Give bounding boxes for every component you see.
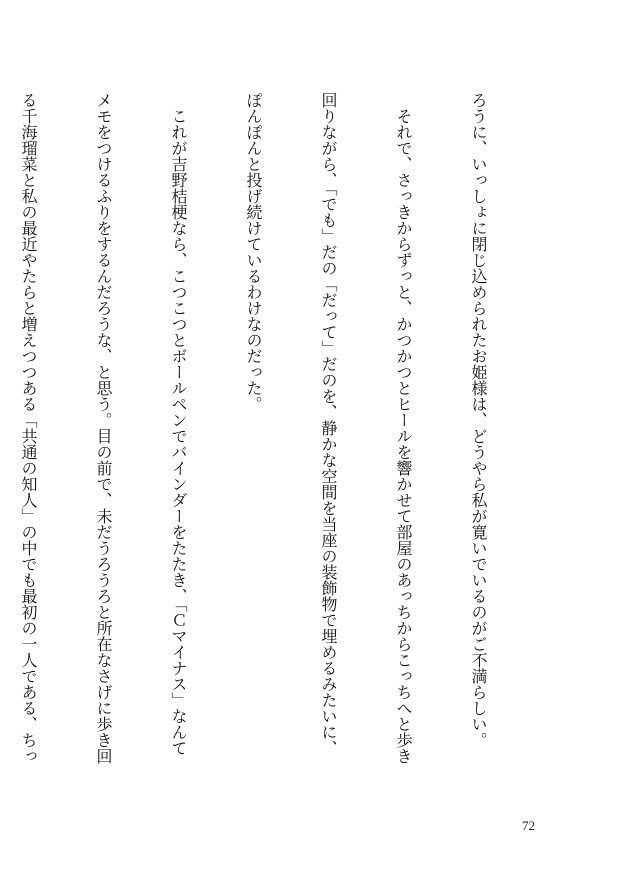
text-line: ろうに、いっしょに閉じ込められたお姫様は、どうやら私が寛いでいるのがご不満らしい。 <box>469 92 488 748</box>
text-line: 回りながら、「でも」だの「だって」だのを、静かな空間を当座の装飾物で埋めるみたいに、 <box>319 92 338 756</box>
text-line: それで、さっきからずっと、かつかつとヒールを響かせて部屋のあっちからこっちへと歩き <box>394 92 413 764</box>
text-line: る千海瑠菜と私の最近やたらと増えつつある「共通の知人」の中でも最初の一人である、ちっ <box>19 92 38 764</box>
text-line: これが吉野桔梗なら、こつこつとボールペンでバインダーをたたき、「Ｃマイナス」なんて <box>169 92 188 756</box>
text-line: メモをつけるふりをするんだろうな、と思う。目の前で、未だうろうろと所在なさげに歩き回 <box>94 92 113 764</box>
vertical-text-block <box>0 92 541 772</box>
text-line: ぽんぽんと投げ続けているわけなのだった。 <box>244 92 263 412</box>
page-number: 72 <box>522 818 535 833</box>
